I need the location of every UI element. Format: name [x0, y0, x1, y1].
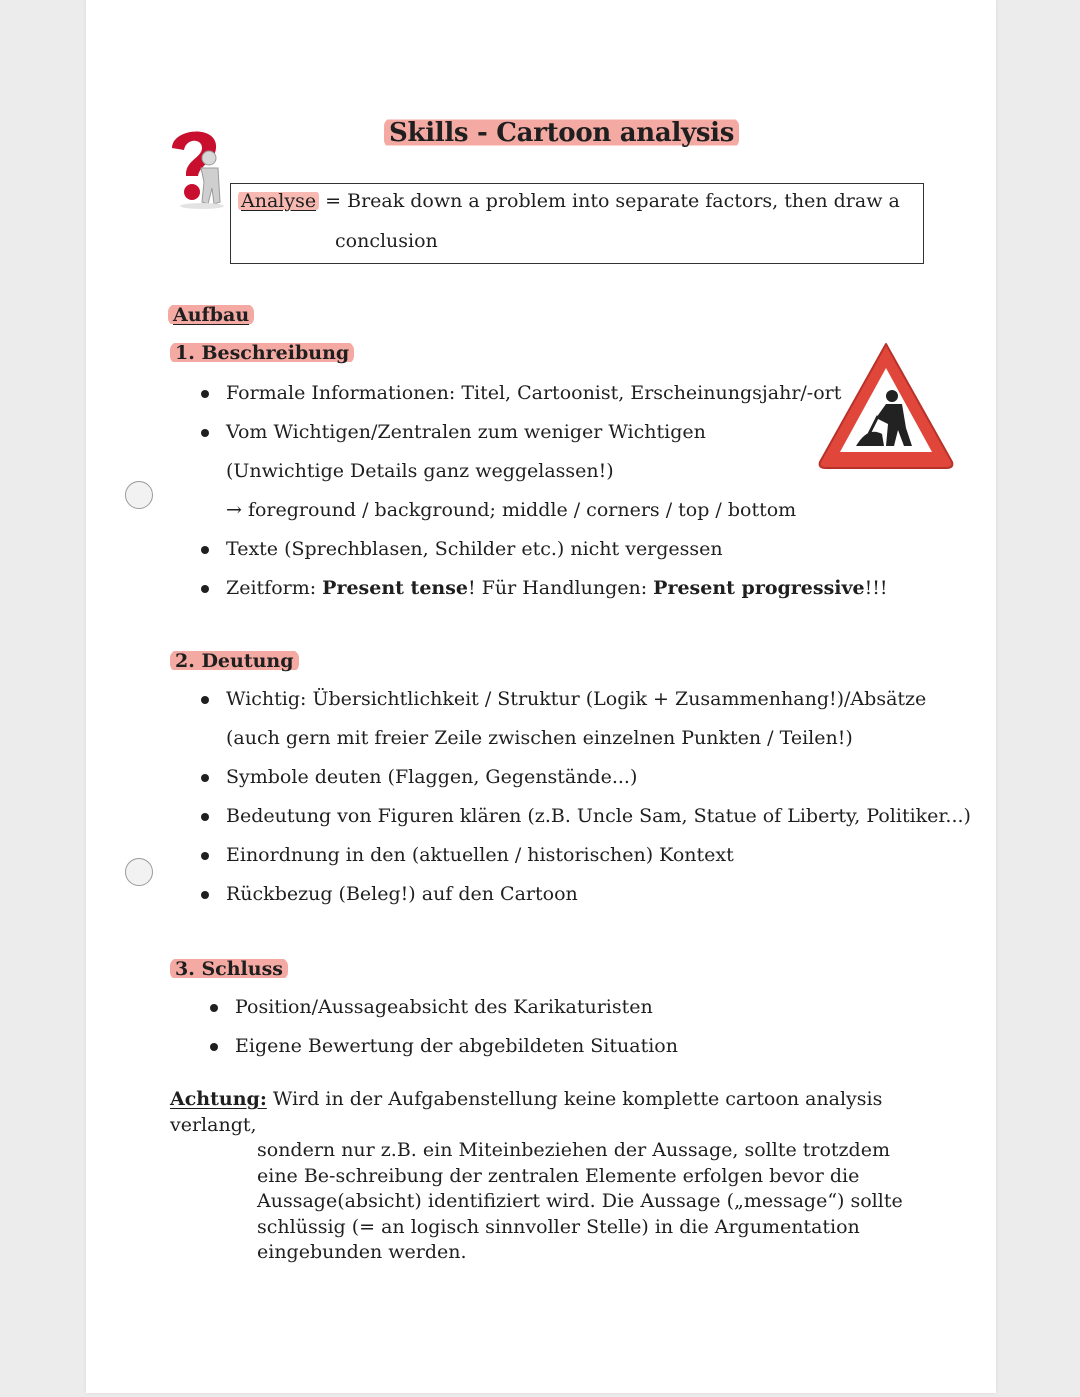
list-item: Vom Wichtigen/Zentralen zum weniger Wichtigen	[198, 413, 888, 452]
page-title: Skills - Cartoon analysis	[384, 118, 739, 148]
list-item: Einordnung in den (aktuellen / historischen) Kontext	[198, 836, 971, 875]
list-item: Wichtig: Übersichtlichkeit / Struktur (Logik + Zusammenhang!)/Absätze	[198, 680, 971, 719]
achtung-first-line: Wird in der Aufgabenstellung keine komplette cartoon analysis verlangt,	[170, 1088, 883, 1136]
list-item-tense: Zeitform: Present tense! Für Handlungen: Present progressive!!!	[198, 569, 888, 608]
list-item-continuation: → foreground / background; middle / corners / top / bottom	[226, 499, 797, 521]
section-1-list	[198, 374, 888, 608]
definition-line-2: conclusion	[335, 230, 438, 252]
aufbau-heading: Aufbau	[168, 304, 254, 326]
list-item-continuation: (auch gern mit freier Zeile zwischen einzelnen Punkten / Teilen!)	[226, 727, 853, 749]
list-item: Eigene Bewertung der abgebildeten Situation	[207, 1027, 678, 1066]
punch-hole-top	[125, 481, 153, 509]
section-2-list	[198, 680, 971, 914]
achtung-body: sondern nur z.B. ein Miteinbeziehen der Aussage, sollte trotzdem eine Be-schreibung der zentralen Elemente erfolgen bevor die Aussage(absicht) identifiziert wird. Die Aussage („message“) sollte schlüssig (= an logisch sinnvoller Stelle) in die Argumentation eingebunden werden.	[257, 1139, 903, 1263]
definition-term: Analyse	[238, 190, 319, 212]
definition-line-1: Analyse = Break down a problem into separate factors, then draw a	[238, 190, 900, 212]
achtung-label: Achtung:	[170, 1088, 267, 1110]
list-item: Formale Informationen: Titel, Cartoonist, Erscheinungsjahr/-ort	[198, 374, 888, 413]
section-3-list	[207, 988, 678, 1066]
section-3-heading: 3. Schluss	[170, 958, 288, 980]
definition-box	[230, 183, 924, 264]
question-mark-person-icon	[166, 118, 226, 210]
list-item: Texte (Sprechblasen, Schilder etc.) nicht vergessen	[198, 530, 888, 569]
achtung-note	[170, 1087, 910, 1266]
section-2-heading: 2. Deutung	[170, 650, 299, 672]
punch-hole-bottom	[125, 858, 153, 886]
list-item: Rückbezug (Beleg!) auf den Cartoon	[198, 875, 971, 914]
list-item: Symbole deuten (Flaggen, Gegenstände...)	[198, 758, 971, 797]
section-1-heading: 1. Beschreibung	[170, 342, 354, 364]
list-item: Bedeutung von Figuren klären (z.B. Uncle Sam, Statue of Liberty, Politiker...)	[198, 797, 971, 836]
list-item: Position/Aussageabsicht des Karikaturisten	[207, 988, 678, 1027]
list-item-continuation: (Unwichtige Details ganz weggelassen!)	[226, 460, 614, 482]
